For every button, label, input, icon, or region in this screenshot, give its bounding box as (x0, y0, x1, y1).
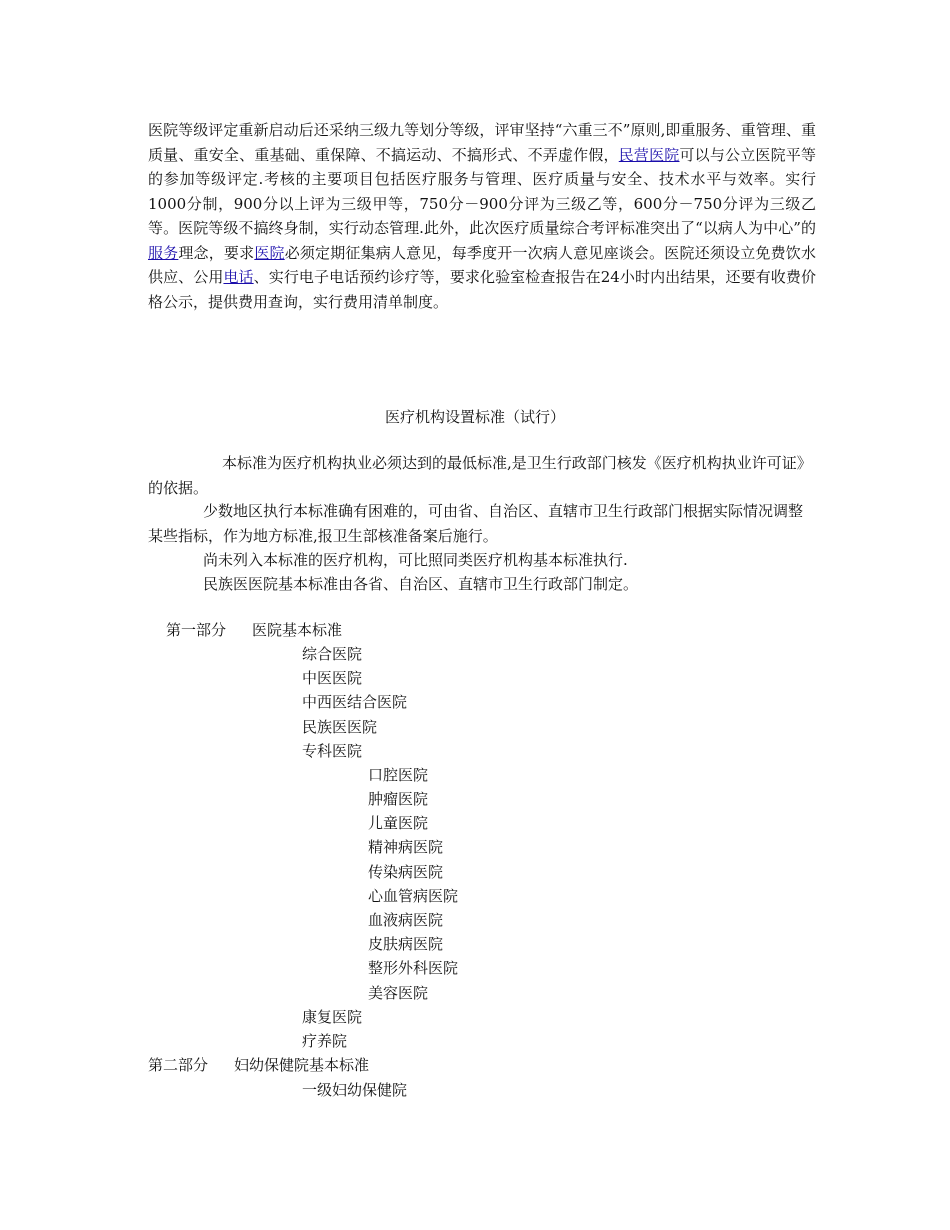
toc-part-1 (166, 618, 342, 642)
toc-subitem: 心血管病医院 (368, 887, 459, 905)
toc-part-2-number: 第二部分 (148, 1056, 209, 1074)
toc-item: 民族医医院 (302, 718, 378, 736)
toc-subitem: 美容医院 (368, 984, 429, 1002)
intro-text-2: 可以与公立医院平等的参加等级评定.考核的主要项目包括医疗服务与管理、医疗质量与安全、技术水平与效率。实行1000分制，900分以上评为三级甲等，750分－900分评为三级乙等，600分－750分评为三级乙等。医院等级不搞终身制，实行动态管理.此外，此次医疗质量综合考评标准突出了“以病人为中心”的 (148, 145, 816, 237)
toc-item: 一级妇幼保健院 (302, 1081, 408, 1099)
toc-part-1-number: 第一部分 (166, 621, 227, 639)
toc-item: 康复医院 (302, 1008, 363, 1026)
intro-text-5: 、实行电子电话预约诊疗等，要求化验室检查报告在24小时内出结果，还要有收费价格公示，提供费用查询，实行费用清单制度。 (148, 268, 816, 311)
toc-subitem: 皮肤病医院 (368, 935, 444, 953)
toc-item: 综合医院 (302, 645, 363, 663)
intro-text-4: 必须定期征集病人意见，每季度开一次病人意见座谈会。医院还须设立免费饮水供应、公用 (148, 243, 816, 286)
toc-subitem: 口腔医院 (368, 766, 429, 784)
private-hospital-link[interactable]: 民营医院 (618, 145, 680, 164)
toc-subitem: 血液病医院 (368, 911, 444, 929)
hospital-link[interactable]: 医院 (254, 243, 285, 262)
toc-item: 专科医院 (302, 742, 363, 760)
standard-paragraph-3: 尚未列入本标准的医疗机构，可比照同类医疗机构基本标准执行. (203, 551, 628, 569)
toc-part-2-name: 妇幼保健院基本标准 (234, 1056, 370, 1074)
toc-subitem: 整形外科医院 (368, 959, 459, 977)
standard-paragraph-1: 本标准为医疗机构执业必须达到的最低标准,是卫生行政部门核发《医疗机构执业许可证》的依据。 (148, 454, 812, 497)
intro-text-3: 理念，要求 (178, 243, 255, 262)
toc-subitem: 传染病医院 (368, 863, 444, 881)
standard-title: 医疗机构设置标准（试行） (384, 408, 565, 426)
toc-part-2 (148, 1053, 369, 1077)
toc-part-1-name: 医院基本标准 (252, 621, 343, 639)
standard-paragraph-4: 民族医医院基本标准由各省、自治区、直辖市卫生行政部门制定。 (203, 575, 639, 593)
intro-paragraph (148, 118, 816, 314)
toc-subitem: 儿童医院 (368, 814, 429, 832)
intro-text-1: 医院等级评定重新启动后还采纳三级九等划分等级，评审坚持“六重三不”原则,即重服务、重管理、重质量、重安全、重基础、重保障、不搞运动、不搞形式、不弄虚作假， (148, 121, 816, 164)
toc-subitem: 肿瘤医院 (368, 790, 429, 808)
toc-item: 疗养院 (302, 1032, 348, 1050)
standard-paragraph-2: 少数地区执行本标准确有困难的，可由省、自治区、直辖市卫生行政部门根据实际情况调整某些指标，作为地方标准,报卫生部核准备案后施行。 (148, 502, 804, 545)
toc-subitem: 精神病医院 (368, 838, 444, 856)
telephone-link[interactable]: 电话 (223, 268, 254, 286)
toc-item: 中西医结合医院 (302, 693, 408, 711)
service-link[interactable]: 服务 (148, 243, 179, 262)
toc-item: 中医医院 (302, 669, 363, 687)
